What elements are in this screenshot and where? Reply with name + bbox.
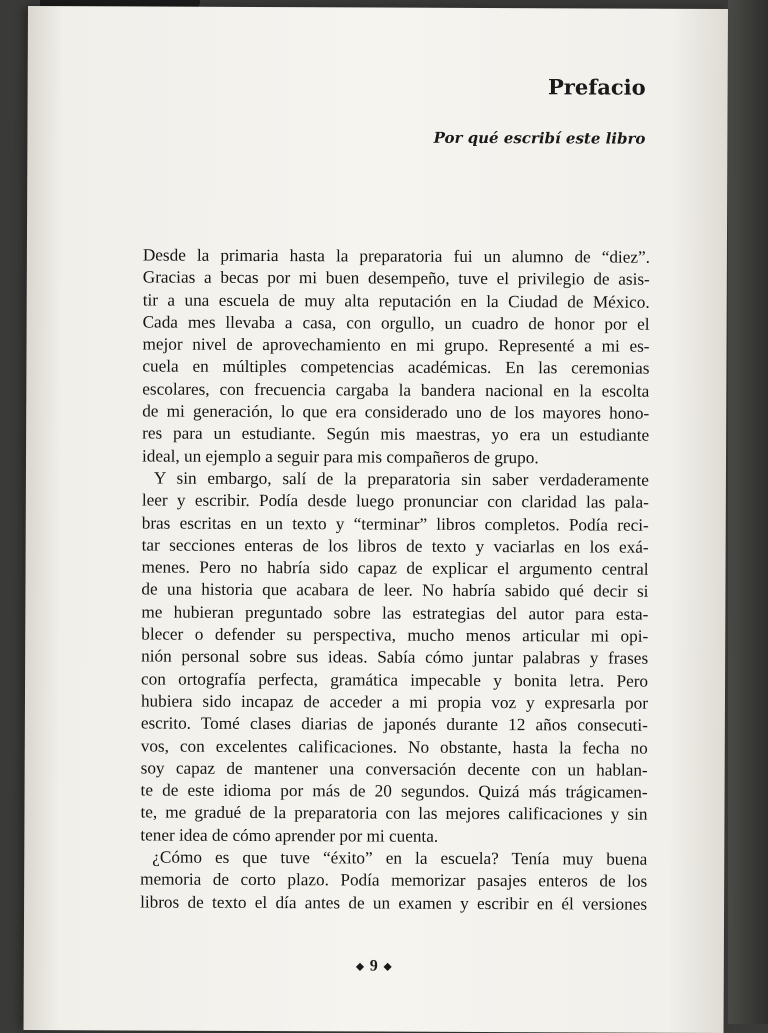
text-line: Cada mes llevaba a casa, con orgullo, un cuadro de honor por el: [142, 312, 650, 334]
text-line: me hubieran preguntado sobre las estrategias del autor para esta-: [141, 602, 649, 624]
text-line: te, me gradué de la preparatoria con las mejores calificaciones y sin: [140, 802, 648, 825]
chapter-subtitle: Por qué escribí este libro: [433, 128, 646, 148]
text-line: de una historia que acabara de leer. No habría sabido qué decir si: [141, 579, 649, 602]
chapter-title: Prefacio: [547, 74, 646, 100]
background-edge: [728, 0, 768, 1024]
text-line: hubiera sido incapaz de acceder a mi propia voz y expresarla por: [140, 691, 649, 713]
text-line: nión personal sobre sus ideas. Sabía cómo juntar palabras y frases: [141, 646, 649, 669]
text-line: Desde la primaria hasta la preparatoria fui un alumno de “diez”.: [142, 245, 650, 267]
text-line: res para un estudiante. Según mis maestras, yo era un estudiante: [142, 423, 650, 446]
text-line: tir a una escuela de muy alta reputación en la Ciudad de México.: [142, 290, 650, 312]
text-line: vos, con excelentes calificaciones. No obstante, hasta la fecha no: [140, 736, 648, 758]
text-line: bras escritas en un texto y “terminar” libros completos. Podía reci-: [141, 513, 649, 535]
text-line: tener idea de cómo aprender por mi cuenta.: [140, 825, 439, 846]
text-line: leer y escribir. Podía desde luego pronunciar con claridad las pala-: [141, 490, 649, 512]
text-line: Y sin embargo, salí de la preparatoria sin saber verdaderamente: [153, 468, 649, 490]
text-line: de mi generación, lo que era considerado uno de los mayores hono-: [142, 401, 650, 423]
text-line: blecer o defender su perspectiva, mucho menos articular mi opi-: [141, 624, 649, 646]
ornament-right-icon: ◆: [383, 961, 392, 973]
text-line: mejor nivel de aprovechamiento en mi grupo. Representé a mi es-: [142, 334, 650, 356]
page-footer: [24, 956, 724, 977]
text-line: escolares, con frecuencia cargaba la bandera nacional en la escolta: [142, 379, 650, 401]
text-line: memoria de corto plazo. Podía memorizar pasajes enteros de los: [140, 869, 648, 892]
text-line: te de este idioma por más de 20 segundos. Quizá más trágicamen-: [140, 780, 648, 802]
text-line: menes. Pero no habría sido capaz de explicar el argumento central: [141, 557, 649, 579]
text-line: cuela en múltiples competencias académicas. En las ceremonias: [142, 356, 650, 379]
text-line: ideal, un ejemplo a seguir para mis compañeros de grupo.: [141, 446, 539, 467]
text-line: tar secciones enteras de los libros de texto y vaciarlas en los exá-: [141, 535, 649, 557]
body-text: [140, 245, 650, 916]
text-line: Gracias a becas por mi buen desempeño, tuve el privilegio de asis-: [142, 267, 650, 290]
text-line: escrito. Tomé clases diarias de japonés durante 12 años consecuti-: [140, 713, 648, 735]
ornament-left-icon: ◆: [356, 961, 364, 973]
book-page: [24, 6, 728, 1033]
text-line: libros de texto el día antes de un examen y escribir en él versiones: [140, 892, 648, 914]
text-line: con ortografía perfecta, gramática impecable y bonita letra. Pero: [141, 669, 649, 691]
text-line: ¿Cómo es que tuve “éxito” en la escuela? Tenía muy buena: [152, 847, 648, 869]
text-line: soy capaz de mantener una conversación decente con un hablan-: [140, 758, 648, 780]
page-number: 9: [369, 957, 378, 975]
